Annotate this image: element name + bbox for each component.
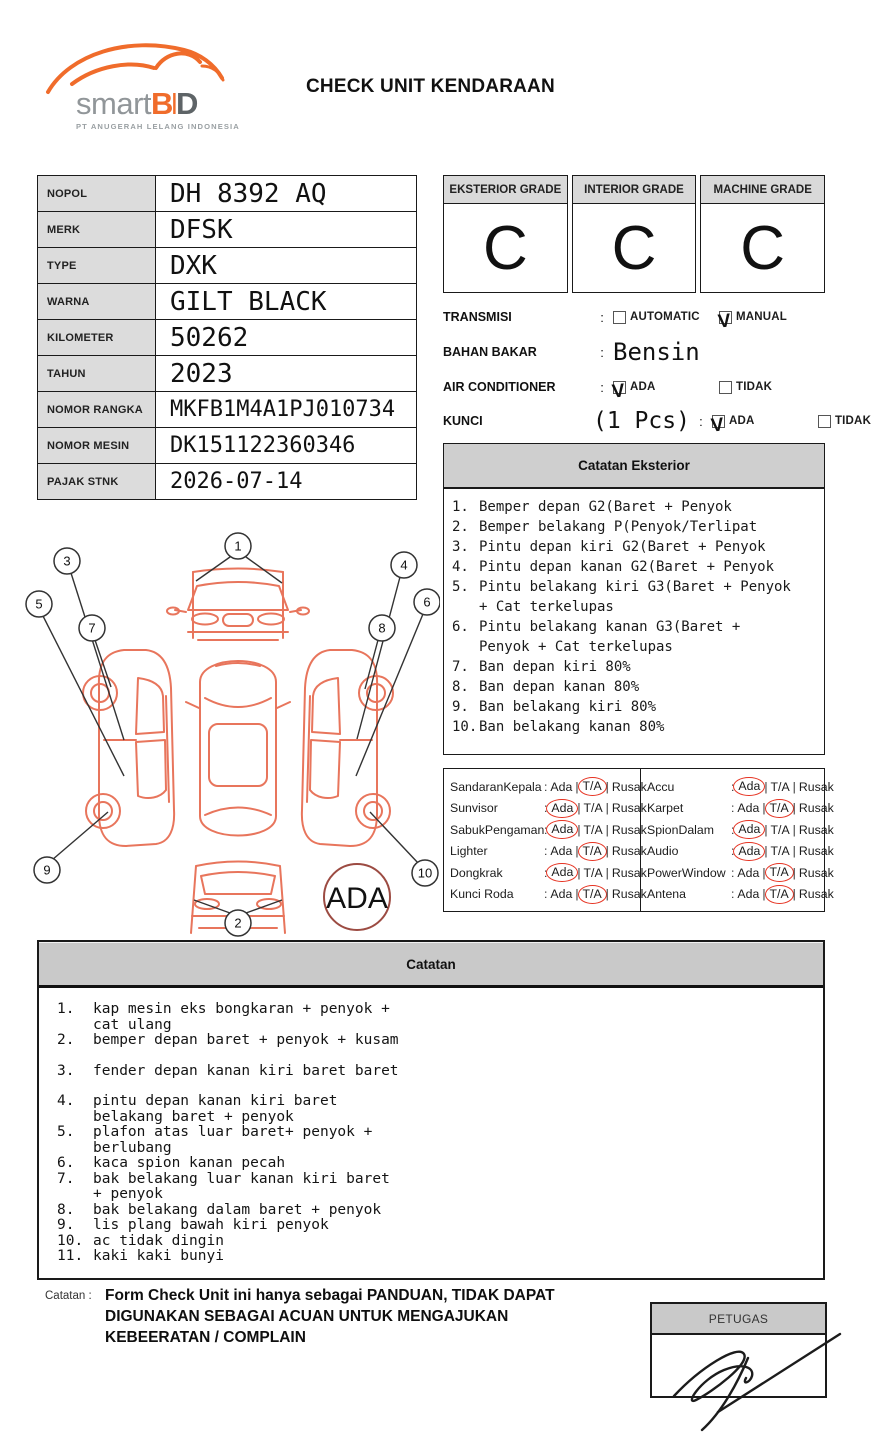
callout-line	[43, 616, 124, 776]
equipment-option: Rusak	[798, 844, 834, 859]
spec-row	[443, 408, 872, 437]
checkbox-icon	[818, 415, 831, 428]
equipment-colon: :	[544, 865, 548, 880]
checkmark-icon: V	[716, 309, 732, 333]
callout-number: 7	[88, 620, 96, 636]
callout-line	[357, 577, 400, 739]
catatan-list	[39, 988, 823, 1265]
equipment-option: Rusak	[798, 865, 834, 880]
grade-value: C	[443, 204, 568, 293]
info-label: NOMOR MESIN	[38, 428, 156, 464]
equipment-option: Rusak	[611, 844, 647, 859]
equipment-name: Karpet	[647, 801, 684, 816]
list-item	[452, 517, 818, 537]
list-item-text: Pintu depan kiri G2(Baret + Penyok	[479, 539, 766, 555]
equipment-row	[647, 884, 834, 906]
spec-colon: :	[600, 309, 604, 325]
list-item-text: bemper depan baret + penyok + kusam	[93, 1032, 399, 1048]
spec-option	[709, 413, 818, 437]
equipment-name: Audio	[647, 844, 679, 859]
car-damage-diagram	[20, 528, 440, 940]
equipment-row	[647, 862, 834, 884]
info-row	[38, 428, 417, 464]
list-item	[57, 1218, 823, 1234]
equipment-option: Rusak	[611, 779, 647, 794]
list-item-text: pintu depan kanan kiri baret belakang baret + penyok	[93, 1093, 338, 1125]
brand-name	[42, 88, 238, 119]
option-separator: |	[764, 822, 768, 837]
option-separator: |	[792, 887, 796, 902]
info-value: DXK	[156, 248, 417, 284]
option-separator: |	[792, 822, 796, 837]
equipment-options	[549, 844, 647, 859]
list-item	[57, 1156, 823, 1172]
equipment-option: Ada	[550, 779, 573, 794]
option-separator: |	[764, 779, 768, 794]
list-item-text: Ban belakang kiri 80%	[479, 699, 657, 715]
equipment-left-column	[443, 768, 647, 912]
list-item-text: Ban belakang kanan 80%	[479, 719, 665, 735]
option-separator: |	[577, 822, 581, 837]
spec-option	[818, 415, 878, 428]
list-item-number: 5.	[57, 1124, 75, 1140]
equipment-colon: :	[731, 844, 735, 859]
grade-header: MACHINE GRADE	[700, 175, 825, 204]
option-separator: |	[605, 865, 609, 880]
list-item-text: fender depan kanan kiri baret baret	[93, 1062, 399, 1079]
equipment-option: T/A	[583, 865, 603, 880]
equipment-option-selected: Ada	[546, 799, 578, 818]
spec-row	[443, 338, 825, 366]
callout-line	[52, 812, 108, 860]
spec-option-label: TIDAK	[834, 415, 872, 427]
callout-line	[71, 573, 124, 740]
list-item-number: 10.	[452, 719, 478, 735]
grade-value: C	[700, 204, 825, 293]
equipment-colon: :	[731, 865, 735, 880]
list-item-text: plafon atas luar baret+ penyok + berlubang	[93, 1124, 373, 1156]
equipment-row	[450, 798, 647, 820]
equipment-name: Dongkrak	[450, 865, 503, 880]
info-label: KILOMETER	[38, 320, 156, 356]
list-item	[452, 697, 818, 717]
list-item-text: Ban depan kanan 80%	[479, 679, 640, 695]
brand-i: I	[172, 86, 178, 121]
equipment-name: SabukPengaman	[450, 822, 545, 837]
list-item	[57, 1094, 823, 1125]
spec-option	[719, 381, 825, 394]
list-item-number: 6.	[452, 619, 469, 635]
brand-d: D	[176, 86, 199, 121]
list-item-number: 2.	[452, 519, 469, 535]
equipment-option-selected: T/A	[578, 777, 607, 796]
equipment-colon: :	[731, 801, 735, 816]
info-label: TYPE	[38, 248, 156, 284]
vehicle-info-table	[37, 175, 417, 500]
option-separator: |	[792, 779, 796, 794]
option-separator: |	[762, 887, 766, 902]
callout-number: 4	[400, 557, 408, 573]
info-value: DK151122360346	[156, 428, 417, 464]
list-item	[452, 497, 818, 517]
footer-catatan-label: Catatan :	[45, 1290, 92, 1302]
equipment-option: Ada	[737, 887, 760, 902]
spec-option	[610, 379, 719, 403]
checkbox-icon	[719, 381, 732, 394]
catatan-eksterior-title: Catatan Eksterior	[444, 444, 824, 489]
equipment-row	[450, 776, 647, 798]
equipment-options	[736, 801, 834, 816]
equipment-option: T/A	[770, 779, 790, 794]
equipment-colon: :	[544, 844, 548, 859]
list-item	[452, 717, 818, 737]
equipment-option: Rusak	[611, 822, 647, 837]
list-item-number: 9.	[57, 1217, 75, 1233]
list-item-number: 5.	[452, 579, 469, 595]
spec-option-label: MANUAL	[736, 311, 788, 323]
list-item-text: Pintu belakang kiri G3(Baret + Penyok + Cat terkelupas	[479, 579, 791, 615]
equipment-option: T/A	[583, 822, 603, 837]
list-item-number: 1.	[57, 1001, 75, 1017]
spec-option-label: ADA	[728, 415, 755, 427]
equipment-option: Rusak	[611, 865, 647, 880]
grade-box	[700, 175, 825, 293]
option-separator: |	[605, 822, 609, 837]
equipment-name: Lighter	[450, 844, 488, 859]
list-item	[57, 1249, 823, 1265]
callout-number: 3	[63, 553, 71, 569]
equipment-name: Kunci Roda	[450, 887, 514, 902]
callout-number: 2	[234, 915, 242, 931]
spec-label: BAHAN BAKAR	[443, 345, 537, 359]
equipment-name: SpionDalam	[647, 822, 714, 837]
equipment-row	[450, 819, 647, 841]
list-item-text: Bemper depan G2(Baret + Penyok	[479, 499, 732, 515]
spec-colon: :	[600, 344, 604, 360]
equipment-options	[736, 822, 834, 837]
checkbox-icon	[613, 311, 626, 324]
list-item-number: 8.	[57, 1201, 75, 1218]
option-separator: |	[605, 779, 609, 794]
grade-header: INTERIOR GRADE	[572, 175, 697, 204]
brand-smart: smart	[76, 86, 151, 121]
equipment-row	[450, 862, 647, 884]
catatan-box	[37, 940, 825, 1280]
equipment-name: Accu	[647, 779, 675, 794]
list-item-number: 1.	[452, 499, 469, 515]
list-item-number: 8.	[452, 679, 469, 695]
equipment-option: Ada	[737, 865, 760, 880]
equipment-name: PowerWindow	[647, 865, 726, 880]
info-label: PAJAK STNK	[38, 464, 156, 500]
list-item-text: lis plang bawah kiri penyok	[93, 1217, 329, 1233]
info-value: MKFB1M4A1PJ010734	[156, 392, 417, 428]
equipment-name: SandaranKepala	[450, 779, 542, 794]
callout-line	[95, 640, 111, 687]
info-row	[38, 356, 417, 392]
equipment-option: Rusak	[798, 801, 834, 816]
spec-options	[613, 309, 825, 333]
catatan-eksterior-list	[444, 489, 824, 737]
info-value: 2026-07-14	[156, 464, 417, 500]
spec-option-label: TIDAK	[736, 381, 773, 393]
list-item	[452, 577, 818, 617]
spec-value: Bensin	[613, 338, 700, 366]
list-item-text: bak belakang luar kanan kiri baret + penyok	[93, 1170, 390, 1202]
equipment-option-selected: Ada	[733, 777, 765, 796]
list-item-number: 7.	[57, 1170, 75, 1187]
list-item-text: kaca spion kanan pecah	[93, 1155, 286, 1171]
option-separator: |	[792, 865, 796, 880]
equipment-option: Rusak	[611, 801, 647, 816]
callout-line	[194, 900, 230, 913]
spec-label: KUNCI	[443, 414, 483, 428]
equipment-row	[450, 884, 647, 906]
spec-label: TRANSMISI	[443, 310, 512, 324]
equipment-option: Ada	[737, 801, 760, 816]
list-item-number: 2.	[57, 1032, 75, 1048]
equipment-options	[549, 779, 647, 794]
equipment-option-selected: Ada	[733, 820, 765, 839]
equipment-options	[736, 887, 834, 902]
equipment-option-selected: Ada	[546, 820, 578, 839]
equipment-right-column	[641, 768, 834, 912]
option-separator: |	[792, 844, 796, 859]
equipment-option: Rusak	[798, 822, 834, 837]
equipment-colon: :	[544, 887, 548, 902]
spec-colon: :	[699, 413, 703, 429]
list-item-number: 6.	[57, 1155, 75, 1171]
option-separator: |	[577, 865, 581, 880]
equipment-option-selected: Ada	[546, 863, 578, 882]
option-separator: |	[575, 779, 579, 794]
option-separator: |	[605, 801, 609, 816]
equipment-checklist	[443, 768, 834, 912]
list-item	[57, 1002, 823, 1033]
callout-number: 8	[378, 620, 386, 636]
equipment-option: T/A	[770, 822, 790, 837]
grade-box	[443, 175, 568, 293]
equipment-option: T/A	[583, 801, 603, 816]
list-item	[57, 1064, 823, 1080]
option-separator: |	[605, 887, 609, 902]
equipment-option-selected: T/A	[578, 885, 607, 904]
equipment-options	[736, 779, 834, 794]
equipment-colon: :	[731, 779, 735, 794]
list-item-text: Ban depan kiri 80%	[479, 659, 631, 675]
list-item-number: 3.	[57, 1062, 75, 1079]
list-item-text: bak belakang dalam baret + penyok	[93, 1201, 382, 1218]
list-item-text: Bemper belakang P(Penyok/Terlipat	[479, 519, 758, 535]
equipment-option: Ada	[550, 887, 573, 902]
spec-colon: :	[600, 379, 604, 395]
catatan-title: Catatan	[39, 942, 823, 988]
info-row	[38, 284, 417, 320]
list-item	[452, 617, 818, 657]
equipment-options	[736, 844, 834, 859]
option-separator: |	[575, 844, 579, 859]
list-item-number: 7.	[452, 659, 469, 675]
info-row	[38, 176, 417, 212]
info-row	[38, 320, 417, 356]
spec-options	[709, 413, 878, 437]
list-item-text: Pintu belakang kanan G3(Baret + Penyok + Cat terkelupas	[479, 619, 741, 655]
equipment-colon: :	[544, 801, 548, 816]
spec-row	[443, 306, 825, 333]
info-label: NOPOL	[38, 176, 156, 212]
catatan-eksterior-box	[443, 443, 825, 755]
list-item	[452, 537, 818, 557]
callout-number: 10	[417, 865, 433, 881]
info-row	[38, 248, 417, 284]
info-value: GILT BLACK	[156, 284, 417, 320]
equipment-option-selected: T/A	[765, 863, 794, 882]
info-label: NOMOR RANGKA	[38, 392, 156, 428]
list-item	[57, 1203, 823, 1219]
ada-label: ADA	[326, 882, 388, 915]
callout-number: 1	[234, 538, 242, 554]
info-row	[38, 212, 417, 248]
list-item	[57, 1033, 823, 1049]
brand-b: B	[151, 86, 174, 121]
grade-boxes	[443, 175, 825, 293]
equipment-row	[647, 776, 834, 798]
equipment-option-selected: T/A	[765, 885, 794, 904]
list-item-text: kap mesin eks bongkaran + penyok + cat ulang	[93, 1001, 390, 1033]
equipment-colon: :	[731, 887, 735, 902]
info-value: DH 8392 AQ	[156, 176, 417, 212]
equipment-colon: :	[544, 779, 548, 794]
spec-option-label: AUTOMATIC	[630, 311, 700, 323]
smartbid-logo	[42, 26, 238, 131]
callout-line	[370, 812, 419, 864]
equipment-row	[450, 841, 647, 863]
list-item-number: 10.	[57, 1232, 84, 1249]
option-separator: |	[605, 844, 609, 859]
equipment-options	[549, 801, 647, 816]
info-label: MERK	[38, 212, 156, 248]
equipment-options	[549, 887, 647, 902]
list-item-text: ac tidak dingin	[93, 1232, 224, 1249]
spec-option-label: ADA	[630, 381, 656, 393]
list-item	[57, 1172, 823, 1203]
option-separator: |	[762, 801, 766, 816]
spec-option	[716, 309, 825, 333]
list-item	[57, 1234, 823, 1250]
list-item	[452, 677, 818, 697]
list-item-text: Pintu depan kanan G2(Baret + Penyok	[479, 559, 775, 575]
equipment-option: T/A	[770, 844, 790, 859]
info-value: DFSK	[156, 212, 417, 248]
callout-number: 9	[43, 862, 51, 878]
list-item-number: 4.	[57, 1093, 75, 1109]
page-title: CHECK UNIT KENDARAAN	[306, 76, 555, 97]
equipment-colon: :	[731, 822, 735, 837]
equipment-options	[549, 822, 647, 837]
info-label: WARNA	[38, 284, 156, 320]
info-row	[38, 464, 417, 500]
checkmark-icon: V	[610, 379, 626, 403]
equipment-colon: :	[544, 822, 548, 837]
equipment-options	[549, 865, 647, 880]
checkmark-icon: V	[709, 413, 725, 437]
equipment-row	[647, 819, 834, 841]
info-label: TAHUN	[38, 356, 156, 392]
info-value: 50262	[156, 320, 417, 356]
list-item	[452, 657, 818, 677]
equipment-option: Rusak	[798, 887, 834, 902]
option-separator: |	[577, 801, 581, 816]
equipment-option: Rusak	[798, 779, 834, 794]
equipment-name: Sunvisor	[450, 801, 498, 816]
equipment-row	[647, 798, 834, 820]
spec-rows	[443, 306, 872, 444]
grade-value: C	[572, 204, 697, 293]
callout-number: 6	[423, 594, 431, 610]
spec-row	[443, 376, 825, 403]
list-item-number: 11.	[57, 1248, 84, 1264]
list-item	[57, 1125, 823, 1156]
equipment-name: Antena	[647, 887, 686, 902]
equipment-option-selected: T/A	[578, 842, 607, 861]
list-item	[452, 557, 818, 577]
petugas-box	[650, 1302, 827, 1398]
option-separator: |	[764, 844, 768, 859]
equipment-option-selected: T/A	[765, 799, 794, 818]
option-separator: |	[762, 865, 766, 880]
grade-box	[572, 175, 697, 293]
spec-sublabel: (1 Pcs)	[593, 408, 690, 434]
list-item-text: kaki kaki bunyi	[93, 1248, 224, 1264]
callout-line	[246, 557, 282, 583]
equipment-option-selected: Ada	[733, 842, 765, 861]
callout-number: 5	[35, 596, 43, 612]
equipment-option: Ada	[550, 844, 573, 859]
equipment-row	[647, 841, 834, 863]
option-separator: |	[575, 887, 579, 902]
list-item-number: 9.	[452, 699, 469, 715]
callout-line	[246, 900, 282, 913]
spec-label: AIR CONDITIONER	[443, 380, 556, 394]
info-row	[38, 392, 417, 428]
spec-option	[613, 311, 719, 324]
equipment-options	[736, 865, 834, 880]
petugas-label: PETUGAS	[652, 1304, 825, 1335]
list-item-number: 3.	[452, 539, 469, 555]
company-name: PT ANUGERAH LELANG INDONESIA	[76, 122, 240, 131]
option-separator: |	[792, 801, 796, 816]
list-item-number: 4.	[452, 559, 469, 575]
footer-disclaimer: Form Check Unit ini hanya sebagai PANDUAN, TIDAK DAPAT DIGUNAKAN SEBAGAI ACUAN UNTUK MENGAJUKAN KEBEERATAN / COMPLAIN	[105, 1287, 555, 1346]
info-value: 2023	[156, 356, 417, 392]
grade-header: EKSTERIOR GRADE	[443, 175, 568, 204]
equipment-option: Rusak	[611, 887, 647, 902]
spec-options	[610, 379, 825, 403]
